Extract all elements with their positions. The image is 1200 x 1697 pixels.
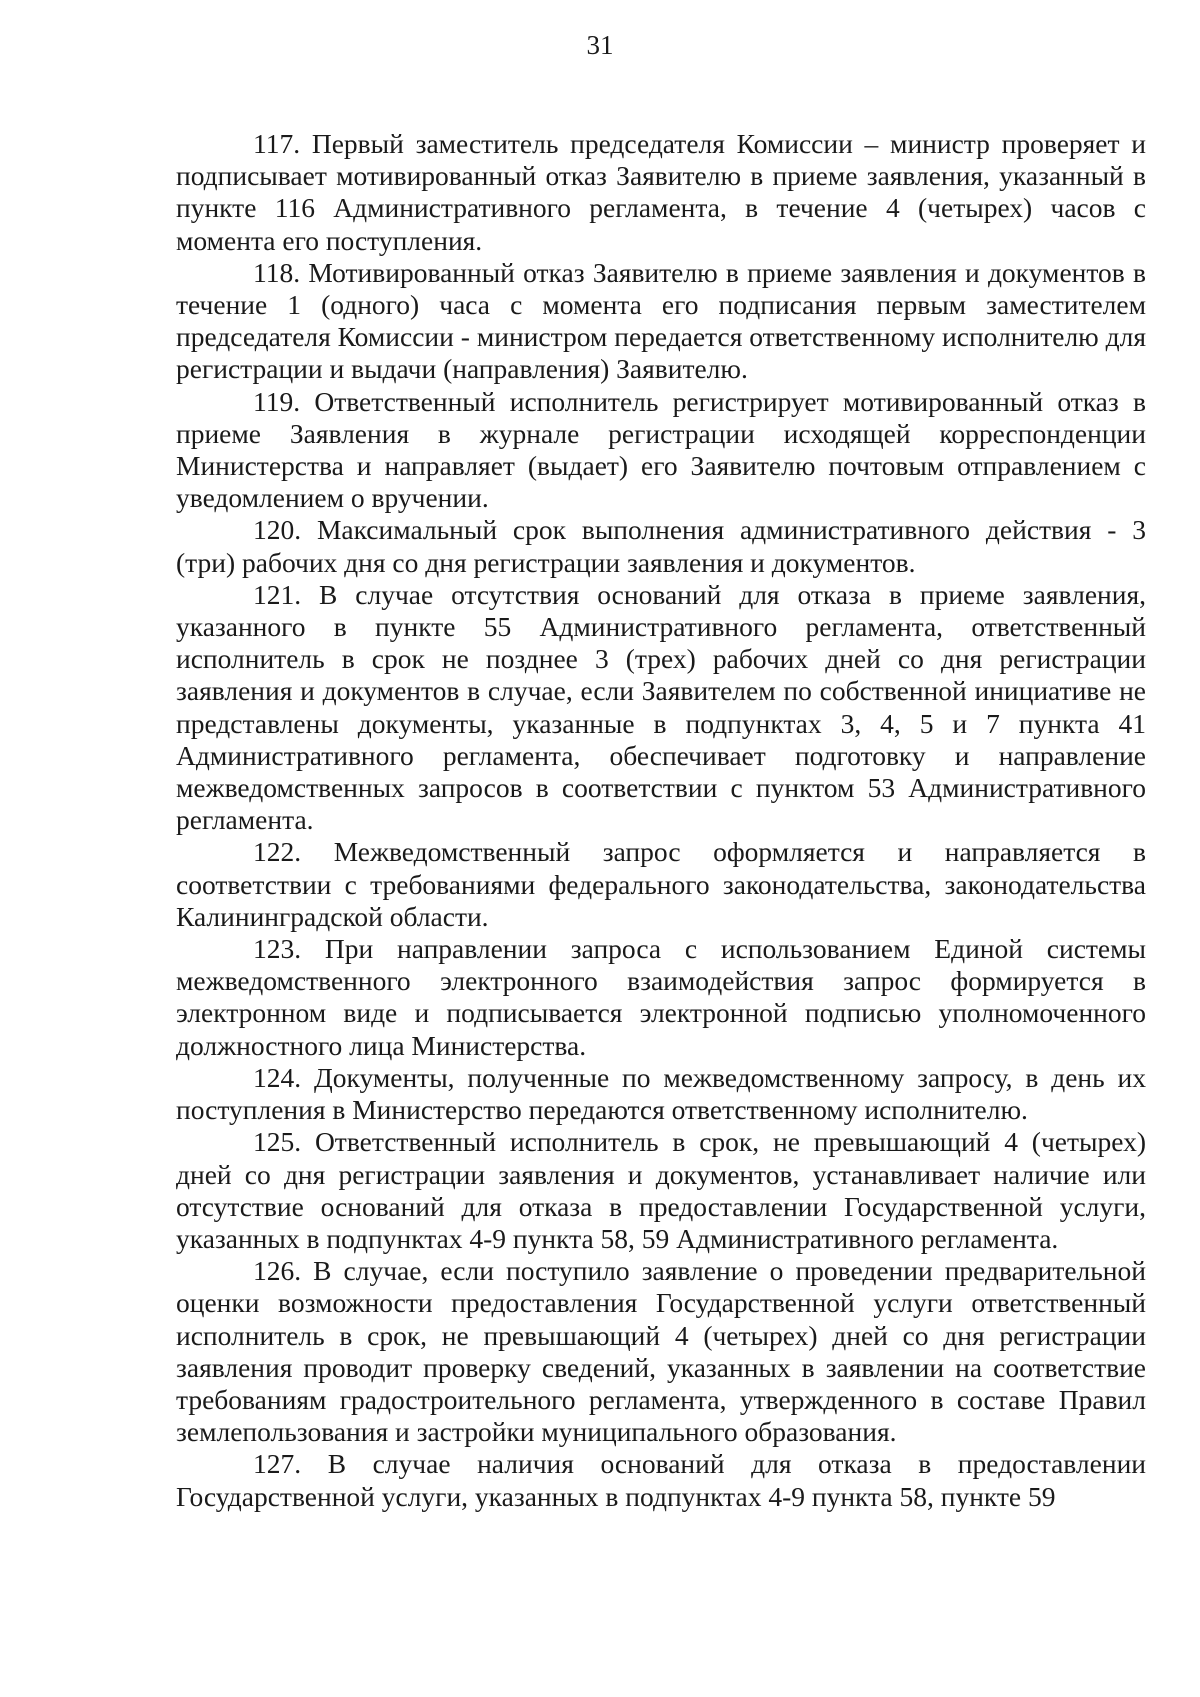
paragraph-122: 122. Межведомственный запрос оформляется и направляется в соответствии с требованиями федерального законодательства, законодательства Калининградской области.	[176, 836, 1146, 932]
paragraph-121: 121. В случае отсутствия оснований для отказа в приеме заявления, указанного в пункте 55 Административного регламента, ответственный исполнитель в срок не позднее 3 (трех) рабочих дней со дня регистрации заявления и документов в случае, если Заявителем по собственной инициативе не представлены документы, указанные в подпунктах 3, 4, 5 и 7 пункта 41 Административного регламента, обеспечивает подготовку и направление межведомственных запросов в соответствии с пунктом 53 Административного регламента.	[176, 578, 1146, 836]
paragraph-119: 119. Ответственный исполнитель регистрирует мотивированный отказ в приеме Заявления в журнале регистрации исходящей корреспонденции Министерства и направляет (выдает) его Заявителю почтовым отправлением с уведомлением о вручении.	[176, 385, 1146, 514]
paragraph-126: 126. В случае, если поступило заявление о проведении предварительной оценки возможности предоставления Государственной услуги ответственный исполнитель в срок, не превышающий 4 (четырех) дней со дня регистрации заявления проводит проверку сведений, указанных в заявлении на соответствие требованиям градостроительного регламента, утвержденного в составе Правил землепользования и застройки муниципального образования.	[176, 1255, 1146, 1448]
paragraph-118: 118. Мотивированный отказ Заявителю в приеме заявления и документов в течение 1 (одного) часа с момента его подписания первым заместителем председателя Комиссии - министром передается ответственному исполнителю для регистрации и выдачи (направления) Заявителю.	[176, 256, 1146, 385]
paragraph-123: 123. При направлении запроса с использованием Единой системы межведомственного электронного взаимодействия запрос формируется в электронном виде и подписывается электронной подписью уполномоченного должностного лица Министерства.	[176, 933, 1146, 1061]
paragraph-124: 124. Документы, полученные по межведомственному запросу, в день их поступления в Министерство передаются ответственному исполнителю.	[176, 1061, 1146, 1126]
paragraph-125: 125. Ответственный исполнитель в срок, не превышающий 4 (четырех) дней со дня регистрации заявления и документов, устанавливает наличие или отсутствие оснований для отказа в предоставлении Государственной услуги, указанных в подпунктах 4-9 пункта 58, 59 Административного регламента.	[176, 1126, 1146, 1254]
document-body	[176, 128, 1146, 1513]
paragraph-120: 120. Максимальный срок выполнения административного действия - 3 (три) рабочих дня со дня регистрации заявления и документов.	[176, 514, 1146, 578]
paragraph-117: 117. Первый заместитель председателя Комиссии – министр проверяет и подписывает мотивированный отказ Заявителю в приеме заявления, указанный в пункте 116 Административного регламента, в течение 4 (четырех) часов с момента его поступления.	[176, 128, 1146, 256]
paragraph-127: 127. В случае наличия оснований для отказа в предоставлении Государственной услуги, указанных в подпунктах 4-9 пункта 58, пункте 59	[176, 1448, 1146, 1512]
page-number: 31	[586, 30, 614, 60]
